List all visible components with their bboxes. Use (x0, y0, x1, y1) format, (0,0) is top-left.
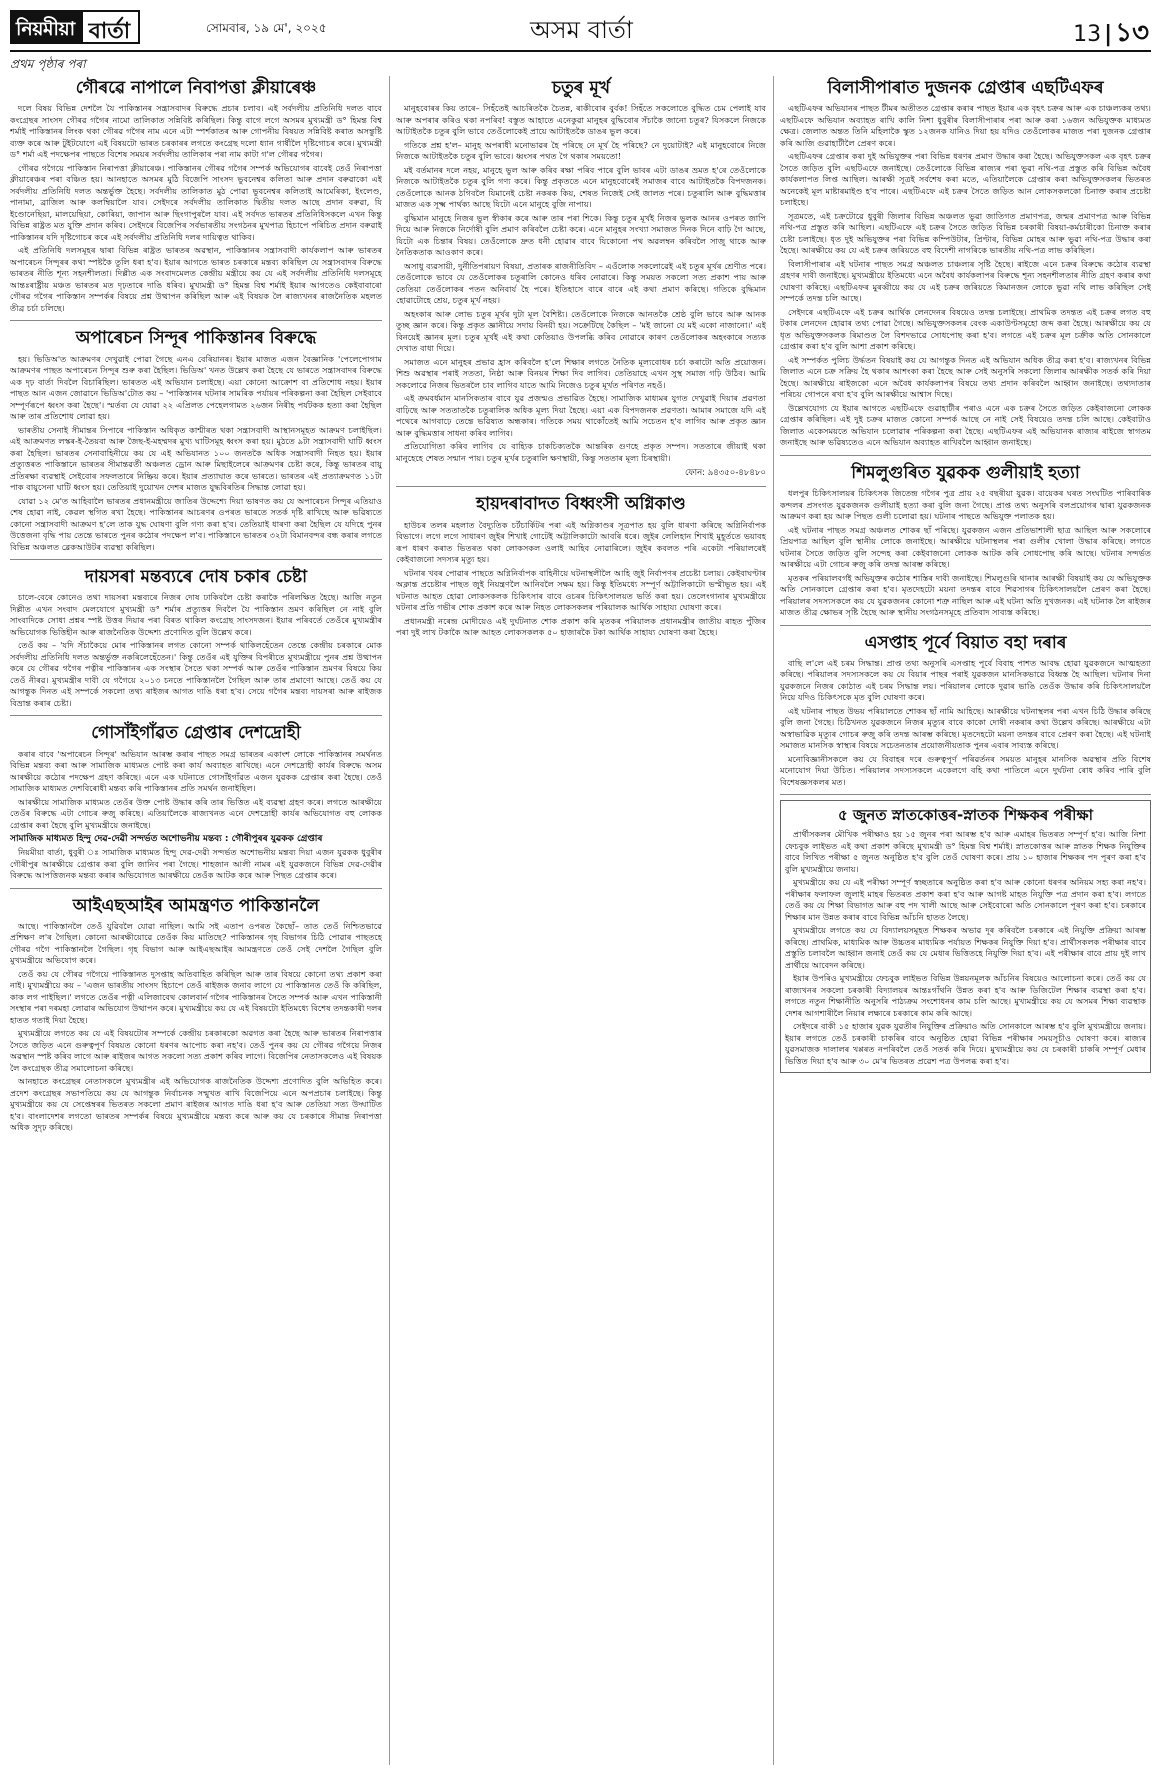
paragraph: প্ৰাৰ্থীসকলৰ মৌখিক পৰীক্ষাও হয় ১৫ জুনৰ পৰা আৰম্ভ হ'ব আৰু এমাহৰ ভিতৰত সম্পূৰ্ণ হ'ব। আজি নিশা ফেচবুক লাইভত এই কথা প্ৰকাশ কৰিছে মুখ্যমন্ত্ৰী ড° হিমন্ত বিশ্ব শৰ্মাই। স্নাতকোত্তৰ আৰু স্নাতক শিক্ষক নিযুক্তিৰ বাবে লিখিত পৰীক্ষা ৫ জুনত অনুষ্ঠিত হ'ব বুলি তেওঁ ঘোষণা কৰে। প্ৰায় ১০ হাজাৰ শিক্ষকৰ পদ পূৰণ কৰা হ'ব বুলি মুখ্যমন্ত্ৰীয়ে জনায়। (785, 829, 1146, 874)
continued-label: প্ৰথম পৃষ্ঠাৰ পৰা (10, 57, 86, 71)
article-divider (10, 320, 382, 321)
paragraph: কৰাৰ বাবে 'অপাৰেচন সিন্দূৰ' অভিযান আৰম্ভ কৰাৰ পাছত সমগ্ৰ ভাৰতৰ একাংশ লোকে পাকিস্তানৰ সমৰ্থনত বিভিন্ন মন্তব্য কৰা আৰু সামাজিক মাধ্যমত পোষ্ট কৰা কাৰ্য অব্যাহত ৰাখিছে। এনে দেশদ্ৰোহী কাৰ্যৰ বিৰুদ্ধে অসম আৰক্ষীয়ে কঠোৰ পদক্ষেপ গ্ৰহণ কৰিছে। এনে এক ঘটনাতে গোসাঁইগাঁৱত এজন যুৱকক গ্ৰেপ্তাৰ কৰা হৈছে। তেওঁ সামাজিক মাধ্যমত দেশবিৰোধী মন্তব্য কৰি পাকিস্তানৰ প্ৰতি সমৰ্থন জনাইছিল। (10, 748, 382, 793)
article-body (780, 103, 1151, 449)
paragraph: মানুহবোৰৰ কিয় তাৰে– সিহঁতেই আচৰিতকৈ চৈতন্ন, ৰাকীবোৰ বুৰ্বক! সিহঁতে সকলোতে বুদ্ধিত চেম পেলাই যাব আৰু অপৰাৰ কৰিও থকা নপৰিব! বস্তুত আহাতে এনেকুৱা মানুহৰ বুদ্ধিবোৰ সঁচাকৈ জানো চতুৰ? যিসকলে নিজকে আটাইতকৈ চতুৰ বুলি ভাবে তেওঁলোকেই প্ৰায়ে আটাইতকৈ ডাঙৰ ভুল কৰে। (396, 103, 766, 137)
paragraph: ধলপুৰ চিকিৎসালয়ৰ চিকিৎসক জিতেন্দ্ৰ গগৈৰ পুত্ৰ প্ৰায় ২৫ বছৰীয়া যুৱক। বায়েকৰ ঘৰত সংঘটিত পাৰিবাৰিক কন্দলৰ প্ৰসংগত যুৱকজনক গুলীয়াই হত্যা কৰা বুলি জনা গৈছে। প্ৰাপ্ত তথ্য অনুসৰি বলপ্ৰয়োগৰ দ্বাৰা যুৱকজনক আক্ৰমণ কৰা হয় আৰু পিছত গুলী চলোৱা হয়। ঘটনাৰ পাছতে অভিযুক্ত পলাতক হয়। (780, 488, 1151, 521)
article-teacher-exam (780, 800, 1151, 1073)
paragraph: মুখ্যমন্ত্ৰীয়ে লগতে কয় যে এই বিষয়টোৰ সম্পৰ্কে কেন্দ্ৰীয় চৰকাৰকো অৱগত কৰা হৈছে আৰু ভাৰতৰ নিৰাপত্তাৰ সৈতে জড়িত এনে গুৰুত্বপূৰ্ণ বিষয়ত কোনো ধৰণৰ আপোচ কৰা নহ'ব। তেওঁ পুনৰ কয় যে গৌৰৱ গগৈয়ে নিজৰ অৱস্থান স্পষ্ট কৰিব লাগে আৰু ৰাইজৰ আগত সকলো সত্য প্ৰকাশ কৰিব লাগে। বিজেপিৰ নেতাসকলেও এই বিষয়ক লৈ কংগ্ৰেছক তীব্ৰ সমালোচনা কৰিছে। (10, 1028, 382, 1073)
paragraph: গতিকে প্ৰশ্ন হ'ল– মানুহ অপৰাধী মনোভাৱৰ হৈ পৰিছে নে মূৰ্খ হৈ পৰিছে? নে দুয়োটাই? এই মানুহবোৰে নিজে নিজকে আটাইতকৈ চতুৰ বুলি ভাবে। ধ্বংসৰ পথত গৈ থকাৰ সময়তো! (396, 139, 766, 162)
paragraph: বাছি ল'লে এই চৰম সিদ্ধান্ত। প্ৰাপ্ত তথ্য অনুসৰি এসপ্তাহ পূৰ্বে বিবাহ পাশত আবদ্ধ হোৱা যুৱকজনে আত্মহত্যা কৰিছে। পৰিয়ালৰ সদস্যসকলে কয় যে বিয়াৰ পাছৰ পৰাই যুৱকজন মানসিকভাৱে বিধ্বস্ত হৈ আছিল। ঘটনাৰ দিনা যুৱকজনে নিজৰ কোঠাত এই চৰম সিদ্ধান্ত লয়। পৰিয়ালৰ লোকে দুৱাৰ ভাঙি তেওঁক উদ্ধাৰ কৰি চিকিৎসালয়লৈ নিয়ে যদিও চিকিৎসকে মৃত বুলি ঘোষণা কৰে। (780, 657, 1151, 703)
article-bilasipara-stf (780, 76, 1151, 449)
paragraph: মই বৰ্তমানৰ দলে নহয়, মানুহে ভুল আৰু কৰিব ৰক্ষা পৰিব পাৰে বুলি ভাবৰ এটা ডাঙৰ ভ্ৰমত হ'ৰে তেওঁলোকে নিজকে আটাইতকৈ চতুৰ বুলি গণ্য কৰে। কিন্তু প্ৰকৃততে এনে মানুহবোৰেই সমাজৰ বাবে আটাইতকৈ বিপদজনক। তেওঁলোকে আনক ঠগিবলৈ যিমানেই চেষ্টা নকৰক কিয়, শেষত নিজেই সেই জালত পৰে। চতুৰালি আৰু বুদ্ধিমত্তাৰ মাজত এক সূক্ষ্ম পাৰ্থক্য আছে যিটো এনে মানুহে বুজি নাপায়। (396, 164, 766, 210)
article-body (780, 658, 1151, 789)
article-body (10, 921, 382, 1134)
paragraph: বিলাসীপাৰাৰ এই ঘটনাৰ পাছত সমগ্ৰ অঞ্চলত চাঞ্চল্যৰ সৃষ্টি হৈছে। ৰাইজে এনে চক্ৰৰ বিৰুদ্ধে কঠোৰ ব্যৱস্থা গ্ৰহণৰ দাবী জনাইছে। মুখ্যমন্ত্ৰীয়ে ইতিমধ্যে এনে অবৈধ কাৰ্যকলাপৰ বিৰুদ্ধে শূন্য সহনশীলতাৰ নীতি গ্ৰহণ কৰাৰ কথা ঘোষণা কৰিছে। এছটিএফৰ মুৰব্বীয়ে কয় যে এই চক্ৰৰ জৰিয়তে কিমানজন লোকে ভুৱা নথি লাভ কৰিছিল সেই সম্পৰ্কে তদন্ত চলি আছে। (780, 258, 1151, 304)
paragraph: এছটিএফৰ গ্ৰেপ্তাৰ কৰা দুই অভিযুক্তৰ পৰা বিভিন্ন ধৰণৰ প্ৰমাণ উদ্ধাৰ কৰা হৈছে। অভিযুক্তসকল এক বৃহৎ চক্ৰৰ সৈতে জড়িত বুলি এছটিএফে জনাইছে। তেওঁলোকে বিভিন্ন ৰাজ্যৰ পৰা ভুৱা নথি-পত্ৰ প্ৰস্তুত কৰি বিভিন্ন অবৈধ কাৰ্যকলাপত লিপ্ত আছিল। আৰক্ষী সূত্ৰই সৰ্বশেষ কৰা মতে, এতিয়ালৈকে গ্ৰেপ্তাৰ কৰা অভিযুক্তসকলৰ ভিতৰত অনেকেই মূল মাষ্টাৰমাইণ্ড হ'ব পাৰে। এছটিএফে এই চক্ৰৰ সৈতে জড়িত আন লোকসকলকো চিনাক্ত কৰাৰ প্ৰচেষ্টা চলাইছে। (780, 151, 1151, 208)
article-divider (780, 625, 1151, 626)
paragraph: ভাৰতীয় সেনাই সীমান্তৰ সিপাৰে পাকিস্তান অধিকৃত কাশ্মীৰত থকা সন্ত্ৰাসবাদী আস্থানসমূহত আক্ৰমণ চলাইছিল। এই আক্ৰমণত লস্কৰ-ই-তৈয়বা আৰু জৈছ-ই-মহম্মদৰ মুখ্য ঘাটিসমূহ ধ্বংস কৰা হয়। মুঠতে ৯টা সন্ত্ৰাসবাদী ঘাটি ধ্বংস কৰা হৈছিল। ভাৰতৰ সেনাবাহিনীয়ে কয় যে এই অভিযানত ১০০ জনতকৈ অধিক সন্ত্ৰাসবাদী নিহত হয়। ইয়াৰ প্ৰত্যুত্তৰত পাকিস্তানে ভাৰতৰ সীমান্তৱৰ্তী অঞ্চলত ড্ৰোন আৰু মিছাইলেৰে আক্ৰমণৰ চেষ্টা কৰে, কিন্তু ভাৰতৰ বায়ু প্ৰতিৰক্ষা ব্যৱস্থাই সেইবোৰ সফলতাৰে নিষ্ক্ৰিয় কৰে। ইয়াৰ প্ৰত্যাঘাত কৰে ভাৰতে। ভাৰতৰ এই প্ৰত্যাক্ৰমণত ১১টা পাক বায়ুসেনা ঘাটি ধ্বংস হয়। তেতিয়াই দুয়োখন দেশৰ মাজত যুদ্ধবিৰতিৰ সিদ্ধান্ত লোৱা হয়। (10, 424, 382, 492)
paragraph: যোৱা ১২ মে'ত আহিবালৈ ভাৰতৰ প্ৰধানমন্ত্ৰীয়ে জাতিৰ উদ্দেশ্যে দিয়া ভাষণত কয় যে অপাৰেচন সিন্দূৰ এতিয়াও শেষ হোৱা নাই, কেৱল স্থগিত ৰখা হৈছে। পাকিস্তানৰ আচৰণৰ ওপৰত ভাৰতে সতৰ্ক দৃষ্টি ৰাখিছে আৰু ভৱিষ্যতে কোনো সন্ত্ৰাসবাদী আক্ৰমণ হ'লে তাক যুদ্ধ ঘোষণা বুলি গণ্য কৰা হ'ব। তেতিয়াই ধাৰণা কৰা হৈছিল যে যদিহে পুনৰ উত্তেজনা বৃদ্ধি পায় তেন্তে ভাৰতে পুনৰ কঠোৰ পদক্ষেপ ল'ব। পাকিস্তানে ভাৰতৰ ৩২টা বিমানবন্দৰ বন্ধ কৰাৰ লগতে বিভিন্ন অঞ্চলত ব্লেকআউটৰ ব্যৱস্থা কৰিছিল। (10, 495, 382, 552)
paragraph: সেইদৰে এছটিএফে এই চক্ৰৰ আৰ্থিক লেনদেনৰ বিষয়েও তদন্ত চলাইছে। প্ৰাথমিক তদন্তত এই চক্ৰৰ লগত বহু টকাৰ লেনদেন হোৱাৰ তথ্য পোৱা গৈছে। অভিযুক্তসকলৰ বেংক একাউণ্টসমূহো জব্দ কৰা হৈছে। আৰক্ষীয়ে কয় যে ধৃত অভিযুক্তসকলক ৰিমাণ্ডত লৈ বিশদভাৱে সোধপোছ কৰা হ'ব। লগতে এই চক্ৰৰ মূল চক্ৰীক অতি সোনকালে গ্ৰেপ্তাৰ কৰা হ'ব বুলি আশা প্ৰকাশ কৰিছে। (780, 306, 1151, 352)
paragraph: হাউচৰ তলৰ মহলাত বৈদ্যুতিক চৰ্টচাৰ্কিটৰ পৰা এই অগ্নিকাণ্ডৰ সূত্ৰপাত হয় বুলি ধাৰণা কৰিছে অগ্নিনিৰ্বাপক বিভাগে। লগে লগে সাধাৰণ জুইৰ শিখাই গোটেই অট্টালিকাটো আবৰি ধৰে। জুইৰ লেলিহান শিখাই মুহূৰ্ততে ভয়াবহ ৰূপ ধাৰণ কৰাত ভিতৰত থকা লোকসকল ওলাই আহিব নোৱাৰিলে। জুইৰ কবলত পৰি একেটা পৰিয়ালৰেই কেইবাজনো সদস্যৰ মৃত্যু হয়। (396, 519, 766, 564)
paragraph: মুখ্যমন্ত্ৰীয়ে কয় যে এই পৰীক্ষা সম্পূৰ্ণ স্বচ্ছতাৰে অনুষ্ঠিত কৰা হ'ব আৰু কোনো ধৰণৰ অনিয়ম সহ্য কৰা নহ'ব। পৰীক্ষাৰ ফলাফল জুলাই মাহৰ ভিতৰত প্ৰকাশ কৰা হ'ব আৰু আগষ্ট মাহত নিযুক্তি পত্ৰ প্ৰদান কৰা হ'ব। লগতে তেওঁ কয় যে শিক্ষা বিভাগত আৰু বহু পদ খালী আছে আৰু সেইবোৰো অতি সোনকালে পূৰণ কৰা হ'ব। চৰকাৰে শিক্ষাৰ মান উন্নত কৰাৰ বাবে বিভিন্ন আঁচনি হাতত লৈছে। (785, 877, 1146, 922)
paragraph: তেওঁ কয় – 'যদি সঁচাকৈয়ে মোৰ পাকিস্তানৰ লগত কোনো সম্পৰ্ক থাকিলহেঁতেন তেন্তে কেন্দ্ৰীয় চৰকাৰে মোক সৰ্বদলীয় প্ৰতিনিধি দলত অন্তৰ্ভুক্ত নকৰিলেহেঁতেন।' কিন্তু তেওঁৰ এই যুক্তিৰ বিপৰীতে মুখ্যমন্ত্ৰীয়ে পুনৰ প্ৰশ্ন উত্থাপন কৰে যে গৌৰৱ গগৈৰ পত্নীৰ পাকিস্তানৰ এক সংস্থাৰ সৈতে থকা সম্পৰ্ক আৰু তেওঁৰ পাকিস্তান ভ্ৰমণৰ বিষয়ে কিয় তেওঁ নীৰৱ। মুখ্যমন্ত্ৰীৰ দাবী যে গগৈয়ে ২০১৩ চনতে পাকিস্তানলৈ গৈছিল আৰু তাৰ প্ৰমাণো আছে। তেওঁ কয় যে আগন্তুক দিনত এই সম্পৰ্কে সকলো তথ্য ৰাইজৰ আগত দাঙি ধৰা হ'ব। সেয়ে গগৈৰ মন্তব্য দায়সৰা আৰু ৰাইজক বিভ্ৰান্ত কৰাৰ চেষ্টা। (10, 640, 382, 708)
paragraph: সমাজত এনে মানুহৰ প্ৰভাৱ হ্ৰাস কৰিবলৈ হ'লে শিক্ষাৰ লগতে নৈতিক মূল্যবোধৰ চৰ্চা কৰাটো অতি প্ৰয়োজন। শিশু অৱস্থাৰ পৰাই সততা, নিষ্ঠা আৰু বিনয়ৰ শিক্ষা দিব লাগিব। তেতিয়াহে এখন সুস্থ সমাজ গঢ়ি উঠিব। আমি সকলোৱে নিজৰ ভিতৰলৈ চাব লাগিব যাতে আমি নিজেও চতুৰ মূৰ্খত পৰিণত নহওঁ। (396, 356, 766, 390)
article-operation-sindoor (10, 326, 382, 553)
article-body (785, 829, 1146, 1067)
column-divider (773, 76, 774, 1765)
paragraph: চালে-বেৰে কোনেও তথা দায়সৰা মন্তব্যৰে নিজৰ দোষ ঢাকিবলৈ চেষ্টা কৰাকৈ পৰিলক্ষিত হৈছে। আজি নতুন দিল্লীত এখন সংবাদ মেলযোগে মুখ্যমন্ত্ৰী ড° শৰ্মাৰ প্ৰত্যুত্তৰ দিবলৈ যৈ পাকিস্তান ভ্ৰমণ কৰিছিল নে নাই বুলি সাংবাদিকে সোধা প্ৰশ্নৰ স্পষ্ট উত্তৰ দিয়াৰ পৰা বিৰত থাকিল কংগ্ৰেছ সাংসদজন। ইয়াৰ পৰিবৰ্তে তেওঁৰে মুখ্যমন্ত্ৰীৰ অভিযোগক ভিত্তিহীন আৰু ৰাজনৈতিক উদ্দেশ্য প্ৰণোদিত বুলি উল্লেখ কৰে। (10, 592, 382, 637)
page-number-assamese: ১৩ (1115, 18, 1149, 48)
headline: অপাৰেচন সিন্দূৰ পাকিস্তানৰ বিৰুদ্ধে (75, 328, 317, 349)
newspaper-logo (10, 10, 140, 44)
paragraph: দলে বিষয় বিভিন্ন দেশলৈ যৈ পাকিস্তানৰ সন্ত্ৰাসবাদৰ বিৰুদ্ধে প্ৰচাৰ চলাব। এই সৰ্বদলীয় প্ৰতিনিধি দলত বাবে কংগ্ৰেছৰ সাংসদ গৌৰৱ গগৈৰ নামো তালিকাত সন্নিবিষ্ট কৰিছিল। কিন্তু বাগে লগে অসমৰ মুখ্যমন্ত্ৰী ড° হিমন্ত বিশ্ব শৰ্মাই পাকিস্তানৰ লিংক থকা গৌৰৱ গগৈৰ নাম এনে এটা স্পৰ্শকাতৰ আৰু গোপনীয় বিষয়ত সন্নিবিষ্ট কৰাত অসন্তুষ্টি ব্যক্ত কৰে আৰু টুইটযোগে এই বিষয়টো ভাৰত চৰকাৰৰ লগতে কংগ্ৰেছ দলো ধ্যান গাৰ্ষীলৈ দৃষ্টিগোচৰ কৰে। মুখ্যমন্ত্ৰী ড° শৰ্মা এই পদক্ষেপৰ পাছতে বিশেষ সময়ৰ সৰ্বদলীয় তালিকাৰ পৰা নাম কাটা গ'ল গৌৰৱ গগৈৰ। (10, 103, 382, 160)
logo-left: নিয়মীয়া (10, 10, 81, 44)
column-divider (389, 76, 390, 1765)
article-body (10, 103, 382, 314)
paragraph: এই ক্ৰমবৰ্ধমান মানসিকতাৰ বাবে যুৱ প্ৰজন্মও প্ৰভাৱিত হৈছে। সামাজিক মাধ্যমৰ যুগত দেখুৱাই দিয়াৰ প্ৰৱণতা বাঢ়িছে আৰু সততাতকৈ চতুৰালিক অধিক মূল্য দিয়া হৈছে। এয়া এক বিপদজনক প্ৰৱণতা। আমাৰ সমাজে যদি এই পথেৰে আগবাঢ়ে তেন্তে ভৱিষ্যত অন্ধকাৰ। গতিকে সময় থাকোঁতেই আমি সচেতন হ'ব লাগিব আৰু প্ৰকৃত জ্ঞান আৰু বুদ্ধিমত্তাৰ সাধনা কৰিব লাগিব। (396, 393, 766, 438)
headline: এসপ্তাহ পূৰ্বে বিয়াত বহা দৰাৰ (864, 632, 1067, 653)
headline: আইএছআইৰ আমন্ত্ৰণত পাকিস্তানলৈ (72, 895, 320, 916)
paragraph: বুদ্ধিমান মানুহে নিজৰ ভুল স্বীকাৰ কৰে আৰু তাৰ পৰা শিকে। কিন্তু চতুৰ মূৰ্খই নিজৰ ভুলক আনৰ ওপৰত জাপি দিয়ে আৰু নিজকে নিৰ্দোষী বুলি প্ৰমাণ কৰিবলৈ চেষ্টা কৰে। এনে মানুহৰ সংখ্যা সমাজত দিনক দিনে বাঢ়ি গৈ আছে, যিটো এক চিন্তাৰ বিষয়। তেওঁলোকে দ্ৰুত ধনী হোৱাৰ বাবে যিকোনো পথ অৱলম্বন কৰিবলৈ সাজু থাকে আৰু নৈতিকতাক আওকাণ কৰে। (396, 212, 766, 258)
paragraph: মনোবিজ্ঞানীসকলে কয় যে বিবাহৰ দৰে গুৰুত্বপূৰ্ণ পৰিৱৰ্তনৰ সময়ত মানুহৰ মানসিক অৱস্থাৰ প্ৰতি বিশেষ মনোযোগ দিয়া উচিত। পৰিয়ালৰ সদস্যসকলে একেলগে বহি কথা পাতিলে এনে দুৰ্ঘটনা ৰোধ কৰিব পাৰি বুলি বিশেষজ্ঞসকলৰ মত। (780, 753, 1151, 787)
masthead (10, 8, 1151, 48)
article-divider (780, 455, 1151, 456)
page-number: 13 | ১৩ (1073, 18, 1149, 48)
article-evasive-remarks (10, 565, 382, 709)
paragraph: এই প্ৰতিনিধি দলসমূহৰ দ্বাৰা বিভিন্ন ৰাষ্ট্ৰত ভাৰতৰ অৱস্থান, পাকিস্তানৰ সন্ত্ৰাসবাদী কাৰ্যকলাপ আৰু ভাৰতৰ অপাৰেচন সিন্দূৰৰ কথা স্পষ্টকৈ তুলি ধৰা হ'ব। ইয়াৰ আগতে ভাৰত চৰকাৰে মন্তব্য কৰিছিল যে সন্ত্ৰাসবাদৰ বিৰুদ্ধে ভাৰতৰ নীতি শূন্য সহনশীলতা। দিল্লীত এক সংবাদমেলত কেন্দ্ৰীয় মন্ত্ৰীয়ে কয় যে এই সৰ্বদলীয় প্ৰতিনিধি দলসমূহে আন্তঃৰাষ্ট্ৰীয় মঞ্চত ভাৰতৰ মত দৃঢ়তাৰে দাঙি ধৰিব। মুখ্যমন্ত্ৰী ড° হিমন্ত বিশ্ব শৰ্মাই ইয়াৰ আগতেও কেইবাবাৰো গৌৰৱ গগৈৰ পাকিস্তান সম্পৰ্কৰ বিষয়ে প্ৰশ্ন উত্থাপন কৰিছিল আৰু এই বিষয়ক লৈ ৰাজ্যখনৰ ৰাজনৈতিক মহলত তীব্ৰ চৰ্চা চলিছে। (10, 245, 382, 313)
subheadline: সামাজিক মাধ্যমত হিন্দু দেৱ-দেৱী সন্দৰ্ভত অশোভনীয় মন্তব্য : গৌৰীপুৰৰ যুৱকক গ্ৰেপ্তাৰ (10, 834, 323, 844)
paragraph: অসাধু ব্যৱসায়ী, দুৰ্নীতিপৰায়ণ বিষয়া, প্ৰতাৰক ৰাজনীতিবিদ – এওঁলোক সকলোৱেই এই চতুৰ মূৰ্খৰ শ্ৰেণীত পৰে। তেওঁলোকে ভাবে যে তেওঁলোকৰ চতুৰালি কোনেও ধৰিব নোৱাৰে। কিন্তু সময়ত সকলো সত্য প্ৰকাশ পায় আৰু তেতিয়া তেওঁলোকৰ পতন অনিবাৰ্য হৈ পৰে। ইতিহাসে বাৰে বাৰে এই কথা প্ৰমাণ কৰিছে। গতিকে বুদ্ধিমান হোৱাটোহে শ্ৰেয়, চতুৰ মূৰ্খ নহয়। (396, 260, 766, 306)
paragraph: উল্লেখযোগ্য যে ইয়াৰ আগতে এছটিএফে গুৱাহাটীৰ পৰাও এনে এক চক্ৰৰ সৈতে জড়িত কেইবাজনো লোকক গ্ৰেপ্তাৰ কৰিছিল। এই দুই চক্ৰৰ মাজত কোনো সম্পৰ্ক আছে নে নাই সেই বিষয়েও তদন্ত চলি আছে। কেইবাটাও জিলাত একেসময়তে অভিযান চলোৱাৰ পৰিকল্পনা কৰা হৈছে। এছটিএফৰ এই অভিযানক ৰাজ্যৰ ৰাইজে স্বাগতম জনাইছে আৰু ভৱিষ্যতেও এনে অভিযান অব্যাহত ৰাখিবলৈ আহ্বান জনাইছে। (780, 402, 1151, 448)
paragraph: নিয়মীয়া বাৰ্তা, ধুবুৰী ঃ সামাজিক মাধ্যমত হিন্দু দেৱ-দেৱী সন্দৰ্ভত অশোভনীয় মন্তব্য দিয়া এজন যুৱকক ধুবুৰীৰ গৌৰীপুৰ আৰক্ষীয়ে গ্ৰেপ্তাৰ কৰা বুলি জানিব পৰা গৈছে। শাহজান আলী নামৰ এই যুৱকজনে বিভিন্ন দেৱ-দেৱীৰ বিৰুদ্ধে আপত্তিজনক মন্তব্য কৰাৰ অভিযোগত আৰক্ষীয়ে তেওঁক আটক কৰে আৰু পিছত গ্ৰেপ্তাৰ কৰে। (10, 847, 382, 880)
paragraph: প্ৰতিযোগিতা কৰিব লাগিব যে বাহ্যিক চাকচিক্যতকৈ আন্তৰিক গুণহে প্ৰকৃত সম্পদ। সততাৰে জীয়াই থকা মানুহেহে শেষত সন্মান পায়। চতুৰ মূৰ্খৰ চতুৰালি ক্ষণস্থায়ী, কিন্তু সততাৰ মূল্য চিৰস্থায়ী। (396, 441, 766, 463)
author-phone: ফোন: ৯৪৩৫০-৪৮৪৮০ (684, 468, 766, 479)
paragraph: আছে। পাকিস্তানলৈ তেওঁ যুৱিবলৈ যোৱা নাছিল। আমি সই এতাপ ওপৰত কৈছোঁ– তাত তেওঁ নিশ্চিতভাৱে প্ৰশিক্ষণ ল'ৰ গৈছিল। কোনো আৰক্ষীয়োৱে তেওঁক কিয় মাতিছে? পাকিস্তানৰ গৃহ বিভাগৰ চিঠি পোৱাৰ পাছতহে গৌৰৱ গগৈ পাকিস্তানলৈ গৈছিল। গৃহ বিভাগ আৰু আইএছআইৰ আমন্ত্ৰণতে তেওঁ সেই দেশলৈ গৈছিল বুলি মুখ্যমন্ত্ৰীয়ে অভিযোগ কৰে। (10, 920, 382, 966)
headline: বিলাসীপাৰাত দুজনক গ্ৰেপ্তাৰ এছটিএফৰ (827, 78, 1104, 98)
dateline: সোমবাৰ, ১৯ মে', ২০২৫ (206, 21, 327, 35)
paragraph: ইয়াৰ উপৰিও মুখ্যমন্ত্ৰীয়ে ফেচবুক লাইভত বিভিন্ন উন্নয়নমূলক আঁচনিৰ বিষয়েও আলোচনা কৰে। তেওঁ কয় যে ৰাজ্যখনৰ সকলো চৰকাৰী বিদ্যালয়ৰ আন্তঃগাঁথনি উন্নত কৰা হ'ব আৰু ডিজিটেল শিক্ষাৰ ব্যৱস্থা কৰা হ'ব। লগতে নতুন শিক্ষানীতি অনুসৰি পাঠ্যক্ৰম সংশোধনৰ কাম চলি আছে। মুখ্যমন্ত্ৰীয়ে কয় যে অসমৰ শিক্ষা ব্যৱস্থাক দেশৰ আগশাৰীলৈ নিয়াৰ লক্ষ্যৰে চৰকাৰে কাম কৰি আছে। (785, 973, 1146, 1018)
article-clever-fool (396, 76, 766, 480)
article-body (10, 354, 382, 554)
page-number-latin: 13 (1073, 22, 1102, 47)
headline: শিমলুগুৰিত যুৱকক গুলীয়াই হত্যা (851, 462, 1080, 483)
logo-right: বাৰ্তা (81, 10, 141, 44)
paragraph: প্ৰধানমন্ত্ৰী নৰেন্দ্ৰ মোদীয়েও এই দুৰ্ঘটনাত শোক প্ৰকাশ কৰি মৃতকৰ পৰিয়ালক প্ৰধানমন্ত্ৰীৰ জাতীয় ৰাহত পুঁজিৰ পৰা দুই লাখ টকাকৈ আৰু আহত লোকসকলক ৫০ হাজাৰকৈ টকা আৰ্থিক সাহায্য ঘোষণা কৰা হৈছে। (396, 615, 766, 637)
article-gossaigaon-arrest (10, 721, 382, 881)
paragraph: আৰক্ষীয়ে সামাজিক মাধ্যমত তেওঁৰ উক্ত পোষ্ট উদ্ধাৰ কৰি তাৰ ভিত্তিত এই ব্যৱস্থা গ্ৰহণ কৰে। লগতে আৰক্ষীয়ে তেওঁৰ বিৰুদ্ধে এটা গোচৰ ৰুজু কৰিছে। এতিয়ালৈকে ৰাজ্যখনত এনে দেশদ্ৰোহী কাৰ্যৰ অভিযোগত বহু লোকক গ্ৰেপ্তাৰ কৰা হৈছে বুলি মুখ্যমন্ত্ৰীয়ে জনাইছে। (10, 796, 382, 830)
paragraph: অহংকাৰ আৰু লোভ চতুৰ মূৰ্খৰ দুটা মূল বৈশিষ্ট্য। তেওঁলোকে নিজকে আনতকৈ শ্ৰেষ্ঠ বুলি ভাবে আৰু আনক তুচ্ছ জ্ঞান কৰে। কিন্তু প্ৰকৃত জ্ঞানীয়ে সদায় বিনয়ী হয়। সক্ৰেটিছে কৈছিল – 'মই জানো যে মই একো নাজানো।' এই বিনয়েই জ্ঞানৰ মূল। চতুৰ মূৰ্খই এই কথা কেতিয়াও উপলব্ধি কৰিব নোৱাৰে কাৰণ তেওঁলোকৰ অহংকাৰে সত্যক দেখাত বাধা দিয়ে। (396, 308, 766, 354)
article-groom-suicide (780, 631, 1151, 789)
article-hyderabad-fire (396, 492, 766, 638)
paragraph: সূত্ৰমতে, এই চক্ৰটোৱে ধুবুৰী জিলাৰ বিভিন্ন অঞ্চলত ভুৱা জাতিগত প্ৰমাণপত্ৰ, জন্মৰ প্ৰমাণপত্ৰ আৰু বিভিন্ন নথি-পত্ৰ প্ৰস্তুত কৰি আছিল। এছটিএফে এই চক্ৰৰ সৈতে জড়িত বিভিন্ন চৰকাৰী বিষয়া-কৰ্মচাৰীকো চিনাক্ত কৰাৰ চেষ্টা চলাইছে। ধৃত দুই অভিযুক্তৰ পৰা বিভিন্ন কম্পিউটাৰ, প্ৰিণ্টাৰ, বিভিন্ন মোহৰ আৰু ভুৱা নথি-পত্ৰ উদ্ধাৰ কৰা হৈছে। আৰক্ষীয়ে কয় যে এই চক্ৰৰ জৰিয়তে বহু বিদেশী নাগৰিকে ভাৰতীয় নথি-পত্ৰ লাভ কৰিছিল। (780, 210, 1151, 256)
paragraph: গৌৰৱ গগৈয়ে পাকিস্তান নিৰাপত্তা ক্লীয়াৰেঞ্চ। পাকিস্তানৰ গৌৰৱ গগৈৰ সম্পৰ্ক অভিযোগৰ বাবেই তেওঁ নিৰাপত্তা ক্লীয়াৰেঞ্চৰ পৰা বঞ্চিত হয়। আনহাতে অসমৰ মুঠি বিজেপি সাংসদ ভুবনেশ্বৰ কলিতা আৰু প্ৰদান বৰুৱাকো এই সৰ্বদলীয় প্ৰতিনিধি দলত অন্তৰ্ভুক্ত হৈছে। সৰ্বদলীয় তালিকাত মুঠ পোৱা ভুবনেশ্বৰ কলিতাই আমেৰিকা, ইংলেণ্ড, পানামা, ব্ৰাজিল আৰু কলম্বিয়ালৈ যাব। সেইদৰে সৰ্বদলীয় তালিকাত দ্বিতীয় দলত আছে প্ৰদান বৰুৱা, যি ইণ্ডোনেছিয়া, মালয়েছিয়া, কোৰিয়া, জাপান আৰু ছিংগাপুৰলৈ যাব। এই সৰ্বদত ভাৰতৰ প্ৰতিনিধিসকলে এখন কিন্তু বিভিন্ন ৰাষ্ট্ৰত মত যুক্তি প্ৰদান কৰিব। সেইদৰে বিজেপিৰ সৰ্বভাৰতীয় সংগঠনৰ মুখপাত্ৰ হিচাপে পৰিচিত প্ৰদান বৰুৱাই পাকিস্তানৰ যদি দৃষ্টিগোচৰ কৰে এই সৰ্বদলীয় প্ৰতিনিধি দলৰ দায়িত্বত থাকিব। (10, 162, 382, 242)
column-middle (396, 76, 766, 1765)
article-simaluguri-murder (780, 461, 1151, 619)
article-divider (396, 486, 766, 487)
paragraph: সেইদৰে বাকী ১৫ হাজাৰ যুৱক যুৱতীৰ নিযুক্তিৰ প্ৰক্ৰিয়াও অতি সোনকালে আৰম্ভ হ'ব বুলি মুখ্যমন্ত্ৰীয়ে জনায়। ইয়াৰ লগতে তেওঁ চৰকাৰী চাকৰিৰ বাবে অনুষ্ঠিত হোৱা বিভিন্ন পৰীক্ষাৰ সময়সূচীও ঘোষণা কৰে। ৰাজ্যৰ যুৱসমাজক দালালৰ খপ্পৰত নপৰিবলৈ তেওঁ সতৰ্ক কৰি দিয়ে। মুখ্যমন্ত্ৰীয়ে কয় যে চৰকাৰী চাকৰি সম্পূৰ্ণ মেধাৰ ভিত্তিত দিয়া হ'ব আৰু ৩০ মে'ৰ ভিতৰত প্ৰৱেশ পত্ৰ উপলব্ধ কৰা হ'ব। (785, 1021, 1146, 1066)
headline: ৫ জুনত স্নাতকোত্তৰ-স্নাতক শিক্ষকৰ পৰীক্ষা (838, 806, 1093, 825)
headline: গৌৰৱে নাপালে নিবাপত্তা ক্লীয়াৰেঞ্চ (75, 78, 317, 98)
paragraph: মৃতকৰ পৰিয়ালবৰ্গই অভিযুক্তৰ কঠোৰ শাস্তিৰ দাবী জনাইছে। শিমলুগুৰি থানাৰ আৰক্ষী বিষয়াই কয় যে অভিযুক্তক অতি সোনকালে গ্ৰেপ্তাৰ কৰা হ'ব। মৃতদেহটো ময়না তদন্তৰ বাবে শিৱসাগৰ চিকিৎসালয়লৈ প্ৰেৰণ কৰা হৈছে। পৰিয়ালৰ সদস্যসকলে কয় যে যুৱকজনৰ কোনো শত্ৰু নাছিল আৰু এই ঘটনা অতি দুখজনক। এই ঘটনাক লৈ ৰাইজৰ মাজত তীব্ৰ ক্ষোভৰ সৃষ্টি হৈছে আৰু স্থানীয় সংগঠনসমূহে প্ৰতিবাদ সাব্যস্ত কৰিছে। (780, 572, 1151, 617)
article-gaurav-clearance (10, 76, 382, 314)
section-title: অসম বাৰ্তা (530, 16, 633, 44)
paragraph: এই ঘটনাৰ পাছত উভয় পৰিয়ালতে শোকৰ ছাঁ নামি আহিছে। আৰক্ষীয়ে ঘটনাস্থলৰ পৰা এখন চিঠি উদ্ধাৰ কৰিছে বুলি জনা গৈছে। চিঠিখনত যুৱকজনে নিজৰ মৃত্যুৰ বাবে কাকো দোষী নকৰাৰ কথা উল্লেখ কৰিছে। আৰক্ষীয়ে এটা অস্বাভাৱিক মৃত্যুৰ গোচৰ ৰুজু কৰি তদন্ত আৰম্ভ কৰিছে। মৃতদেহটো ময়না তদন্তৰ বাবে প্ৰেৰণ কৰা হৈছে। এই ঘটনাই সমাজত মানসিক স্বাস্থ্যৰ বিষয়ে সচেতনতাৰ প্ৰয়োজনীয়তাক পুনৰ এবাৰ সাব্যস্ত কৰিছে। (780, 705, 1151, 751)
paragraph: এই ঘটনাৰ পাছত সমগ্ৰ অঞ্চলত শোকৰ ছাঁ পৰিছে। যুৱকজন এজন প্ৰতিভাশালী ছাত্ৰ আছিল আৰু সকলোৰে প্ৰিয়পাত্ৰ আছিল বুলি স্থানীয় লোকে জনাইছে। আৰক্ষীয়ে ঘটনাস্থলৰ পৰা গুলীৰ খোলা উদ্ধাৰ কৰিছে। লগতে ঘটনাৰ সৈতে জড়িত বুলি সন্দেহ কৰা কেইবাজনো লোকক আটক কৰি সোধপোছ কৰি আছে। ঘটনাৰ সন্দৰ্ভত আৰক্ষীয়ে এটা গোচৰ ৰুজু কৰি তদন্ত আৰম্ভ কৰিছে। (780, 524, 1151, 569)
article-body (396, 520, 766, 639)
column-right (780, 76, 1151, 1765)
article-divider (10, 715, 382, 716)
article-isi-invitation (10, 894, 382, 1134)
headline: গোসাঁইগাঁৱত গ্ৰেপ্তাৰ দেশদ্ৰোহী (91, 723, 301, 744)
headline: দায়সৰা মন্তব্যৰে দোষ চকাৰ চেষ্টা (84, 567, 308, 587)
paragraph: তেওঁ কয় যে গৌৰৱ গগৈয়ে পাকিস্তানত দুসপ্তাহ অতিবাহিত কৰিছিল আৰু তাৰ বিষয়ে কোনো তথ্য প্ৰকাশ কৰা নাই। মুখ্যমন্ত্ৰীয়ে কয় – 'এজন ভাৰতীয় সাংসদ হিচাপে তেওঁ ৰাইজক জনাব লাগে যে পাকিস্তানত তেওঁ কি কৰিছিল, কাক লগ পাইছিল।' লগতে তেওঁৰ পত্নী এলিজাবেথ কোলবাৰ্ন গগৈৰ পাকিস্তানৰ সৈতে সম্পৰ্ক আৰু এখন পাকিস্তানী সংস্থাৰ পৰা দৰমহা লোৱাৰ অভিযোগ উত্থাপন কৰে। মুখ্যমন্ত্ৰীয়ে কয় যে এই বিষয়টো ইতিমধ্যে বিশেষ তদন্তকাৰী দলৰ হাতত গতাই দিয়া হৈছে। (10, 968, 382, 1025)
paragraph: ঘটনাৰ খবৰ পোৱাৰ পাছতে অগ্নিনিৰ্বাপক বাহিনীয়ে ঘটনাস্থলীলৈ আহি জুই নিৰ্বাপণৰ প্ৰচেষ্টা চলায়। কেইবাঘণ্টাৰ অক্লান্ত প্ৰচেষ্টাৰ পাছত জুই নিয়ন্ত্ৰণলৈ আনিবলৈ সক্ষম হয়। কিন্তু ইতিমধ্যে সম্পূৰ্ণ অট্টালিকাটো ভস্মীভূত হয়। এই ঘটনাত আহত হোৱা লোকসকলক চিকিৎসাৰ বাবে ওচৰৰ চিকিৎসালয়ত ভৰ্তি কৰা হয়। তেলেংগানাৰ মুখ্যমন্ত্ৰীয়ে ঘটনাৰ প্ৰতি গভীৰ শোক প্ৰকাশ কৰে আৰু নিহত লোকসকলৰ পৰিয়ালক আৰ্থিক সাহায্য ঘোষণা কৰে। (396, 567, 766, 612)
paragraph: মুখ্যমন্ত্ৰীয়ে লগতে কয় যে বিদ্যালয়সমূহত শিক্ষকৰ অভাৱ দূৰ কৰিবলৈ চৰকাৰে এই নিযুক্তি প্ৰক্ৰিয়া আৰম্ভ কৰিছে। প্ৰাথমিক, মাধ্যমিক আৰু উচ্চতৰ মাধ্যমিক পৰ্যায়ত শিক্ষকৰ নিযুক্তি দিয়া হ'ব। প্ৰাৰ্থীসকলক পৰীক্ষাৰ বাবে প্ৰস্তুতি চলাবলৈ আহ্বান জনাই তেওঁ কয় যে মেধাৰ ভিত্তিতহে নিযুক্তি দিয়া হ'ব। এই পৰীক্ষাৰ বাবে প্ৰায় দুই লাখ প্ৰাৰ্থীয়ে আবেদন কৰিছে। (785, 925, 1146, 970)
article-body (10, 592, 382, 709)
headline: চতুৰ মূৰ্খ (551, 78, 611, 98)
article-body (780, 488, 1151, 619)
article-body (396, 103, 766, 464)
article-divider (10, 888, 382, 889)
header-rule (10, 50, 1151, 52)
headline: হায়দৰাবাদত বিধ্বংসী অগ্নিকাণ্ড (476, 494, 686, 515)
article-divider (10, 559, 382, 560)
paragraph: এই সম্পৰ্কত পুলিচ উৰ্দ্ধতন বিষয়াই কয় যে আগন্তুক দিনত এই অভিযান অধিক তীব্ৰ কৰা হ'ব। ৰাজ্যখনৰ বিভিন্ন জিলাত এনে চক্ৰ সক্ৰিয় হৈ থকাৰ আশংকা কৰা হৈছে আৰু সেই অনুসৰি সকলো জিলাৰ আৰক্ষীক সতৰ্ক কৰি দিয়া হৈছে। আৰক্ষীয়ে ৰাইজকো এনে অবৈধ কাৰ্যকলাপৰ বিষয়ে তথ্য প্ৰদান কৰিবলৈ আহ্বান জনাইছে। তথ্যদাতাৰ পৰিচয় গোপনে ৰখা হ'ব বুলি আৰক্ষীয়ে আশ্বাস দিছে। (780, 354, 1151, 400)
paragraph: এছটিএফৰ অভিযানৰ পাছত টীমৰ অতীতত গ্ৰেপ্তাৰ কৰাৰ পাছত ইয়াৰ এক বৃহৎ চক্ৰৰ আৰু এক চাঞ্চল্যকৰ তথ্য। এছটিএফে অভিযান অব্যাহত ৰাখি কালি নিশা ধুবুৰীৰ বিলাসীপাৰাৰ পৰা আৰু কৰা ১৬জন অভিযুক্তক মাধ্যমত ক্ষেত্ৰ। জেলাত অন্তত তিনি মহিলাকৈ স্কুত ১২জনক যানিও দিয়া হয় যদিও তেওঁলোকৰ মাজত পৰা দুজনক গ্ৰেপ্তাৰ কৰি আজি গুৱাহাটীলৈ প্ৰেৰণ কৰে। (780, 103, 1151, 148)
column-left (10, 76, 382, 1765)
paragraph: আনহাতে কংগ্ৰেছৰ নেতাসকলে মুখ্যমন্ত্ৰীৰ এই অভিযোগক ৰাজনৈতিক উদ্দেশ্য প্ৰণোদিত বুলি অভিহিত কৰে। প্ৰদেশ কংগ্ৰেছৰ সভাপতিয়ে কয় যে আগন্তুক নিৰ্বাচনক সন্মুখত ৰাখি বিজেপিয়ে এনে অপপ্ৰচাৰ চলাইছে। কিন্তু মুখ্যমন্ত্ৰীয়ে কয় যে সেপ্তেম্বৰৰ ভিতৰত সকলো প্ৰমাণ ৰাইজৰ আগত দাঙি ধৰা হ'ব আৰু তেতিয়া সত্য উদ্ঘাটিত হ'ব। বাংলাদেশৰ লগতো ভাৰতৰ সম্পৰ্কৰ বিষয়ে মুখ্যমন্ত্ৰীয়ে মন্তব্য কৰে আৰু কয় যে চৰকাৰে সীমান্ত নিৰাপত্তা অধিক সুদৃঢ় কৰিছে। (10, 1076, 382, 1133)
article-divider (780, 794, 1151, 795)
article-body (10, 749, 382, 882)
paragraph: হয়। ভিডিঅ'ত আক্ৰমণৰ দেখুৱাই পোৱা গৈছে এনএ বেৰিয়ানৰ। ইয়াৰ মাজত এজন বৈজ্ঞানিক 'পেলেপোগাম আক্ৰমণৰ পাছত অপাৰেচন সিন্দূৰ শুৰু কৰা হৈছিল। ভিডিঅ' খনত উল্লেখ কৰা হৈছে যে ভাৰতে সন্ত্ৰাসবাদৰ বিৰুদ্ধে এক দৃঢ় বাৰ্তা দিবলৈ বিচাৰিছিল। ভাৰতত এই অভিযান চলাইছে। এয়া কোনো আক্ৰোশ বা প্ৰতিশোধ নহয়। ইয়াৰ পাছত আন এজন জোৱানে ভিডিঅ'টোত কয় – 'পাকিস্তানৰ ঘটনাৰ সামৰিক পৰ্যায়ৰ পৰিকল্পনা কৰা হৈছিল সেইবাবে সম্পূৰ্ণৰূপে ধ্বংস কৰা হৈছে'। স্মৰ্তব্য যে যোৱা ২২ এপ্ৰিলত পেহেলগামত ২৬জন নিৰীহ পৰ্যটকক হত্যা কৰা হৈছিল আৰু তাৰ প্ৰতিশোধ লোৱা হয়। (10, 353, 382, 421)
